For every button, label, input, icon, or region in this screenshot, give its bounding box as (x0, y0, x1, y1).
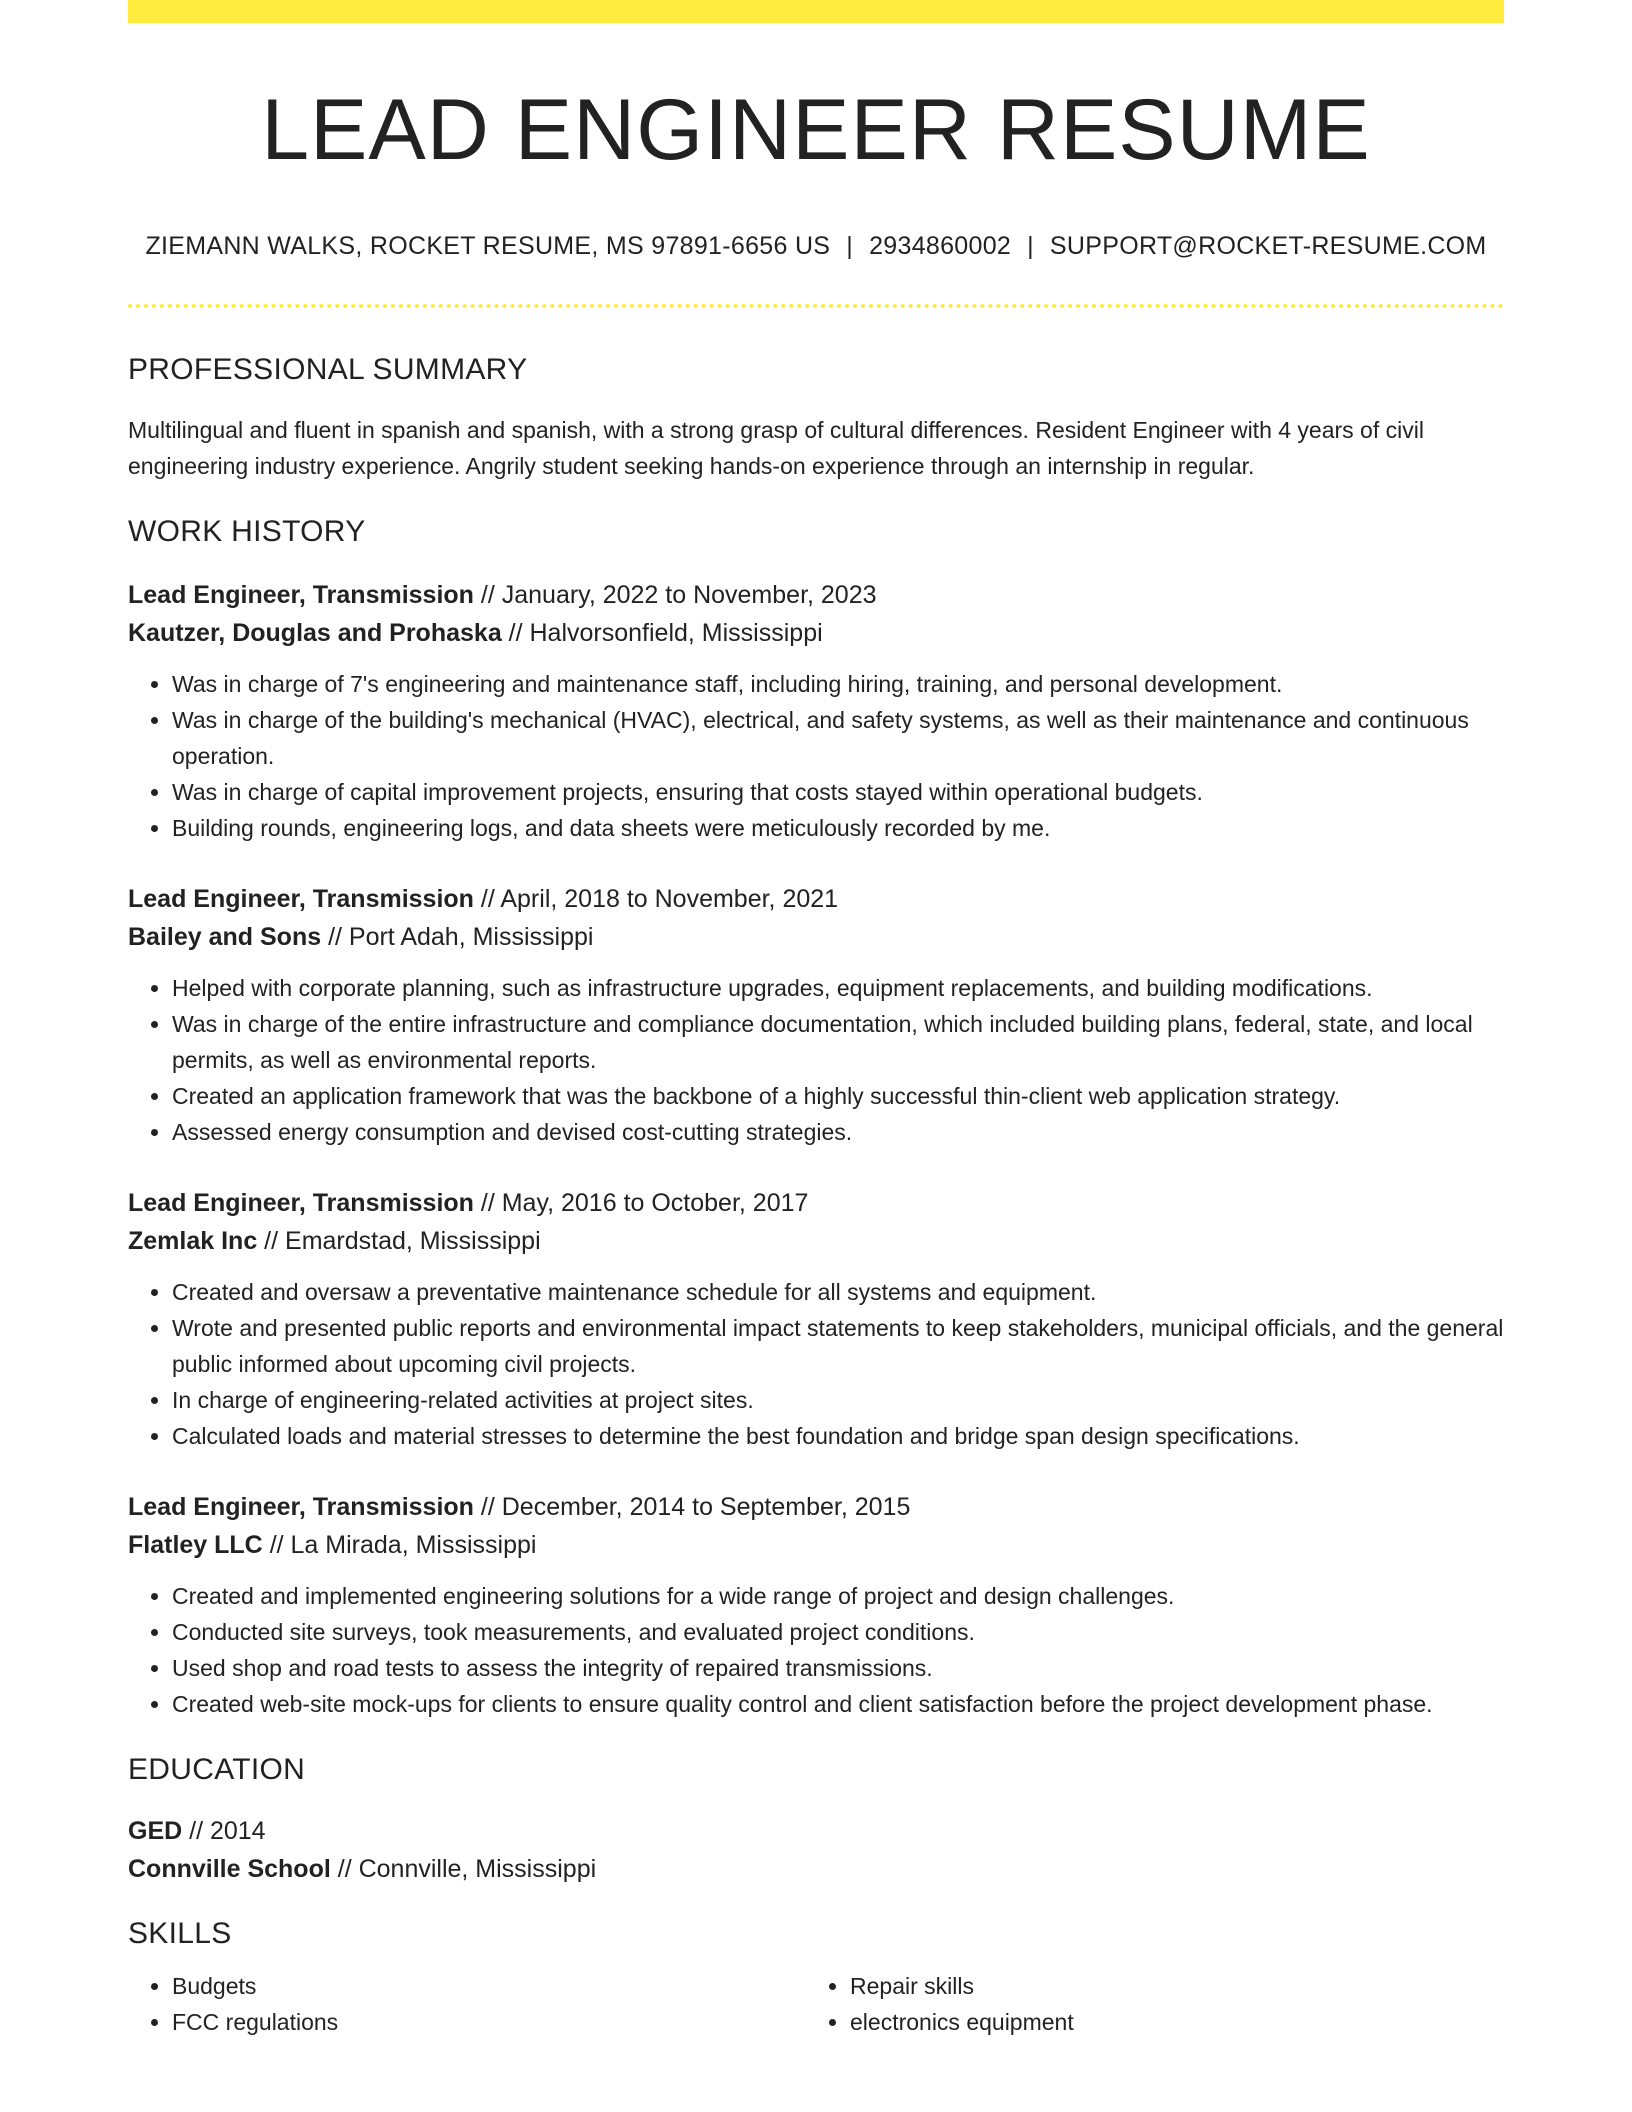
education-degree-line (128, 1812, 1504, 1850)
top-accent-bar (128, 0, 1504, 23)
education-location: // Connville, Mississippi (330, 1855, 597, 1884)
job-bullet: • Was in charge of the entire infrastructure and compliance documentation, which included building plans, federal, state, and local permits, as well as environmental reports. (172, 1006, 1504, 1078)
skills-columns (128, 1968, 1504, 2040)
job-role: Lead Engineer, Transmission (128, 1493, 474, 1522)
skills-list-left (128, 1968, 806, 2040)
job-location: // Emardstad, Mississippi (257, 1227, 541, 1256)
job-dates: // May, 2016 to October, 2017 (473, 1189, 809, 1218)
job-location: // Halvorsonfield, Mississippi (501, 619, 823, 648)
job-bullet: • Calculated loads and material stresses to determine the best foundation and bridge span design specifications. (172, 1418, 1504, 1454)
job-title-line (128, 1488, 1504, 1526)
job-role: Lead Engineer, Transmission (128, 885, 474, 914)
education-entry (128, 1812, 1504, 1888)
job-bullet: • Used shop and road tests to assess the integrity of repaired transmissions. (172, 1650, 1504, 1686)
job-bullet: • Created and implemented engineering solutions for a wide range of project and design challenges. (172, 1578, 1504, 1614)
job-title-line (128, 880, 1504, 918)
job-bullet: • Created and oversaw a preventative maintenance schedule for all systems and equipment. (172, 1274, 1504, 1310)
job-bullet: • Conducted site surveys, took measurements, and evaluated project conditions. (172, 1614, 1504, 1650)
skill-item: • Repair skills (850, 1968, 1484, 2004)
job-bullet: • Was in charge of 7's engineering and maintenance staff, including hiring, training, and personal development. (172, 666, 1504, 702)
job-location: // Port Adah, Mississippi (321, 923, 594, 952)
education-school-line (128, 1850, 1504, 1888)
contact-separator: | (1027, 231, 1034, 260)
job-company-line (128, 1526, 1504, 1564)
job-entry (128, 1184, 1504, 1454)
job-entry (128, 880, 1504, 1150)
education-school: Connville School (128, 1855, 331, 1884)
job-bullets (128, 970, 1504, 1150)
skill-item: • FCC regulations (172, 2004, 806, 2040)
dotted-divider (128, 304, 1504, 308)
skill-item: • electronics equipment (850, 2004, 1484, 2040)
contact-email: SUPPORT@ROCKET-RESUME.COM (1049, 231, 1487, 260)
job-company: Zemlak Inc (128, 1227, 258, 1256)
education-heading: EDUCATION (128, 1753, 306, 1787)
job-company-line (128, 1222, 1504, 1260)
job-role: Lead Engineer, Transmission (128, 581, 474, 610)
job-entry (128, 576, 1504, 846)
job-company-line (128, 918, 1504, 956)
job-role: Lead Engineer, Transmission (128, 1189, 474, 1218)
job-dates: // December, 2014 to September, 2015 (473, 1493, 911, 1522)
work-history-heading: WORK HISTORY (128, 515, 366, 549)
contact-line (128, 230, 1504, 263)
job-location: // La Mirada, Mississippi (262, 1531, 537, 1560)
job-company: Bailey and Sons (128, 923, 322, 952)
job-bullet: • Was in charge of capital improvement projects, ensuring that costs stayed within operational budgets. (172, 774, 1504, 810)
contact-separator: | (846, 231, 854, 260)
job-entry (128, 1488, 1504, 1722)
contact-phone: 2934860002 (869, 231, 1012, 260)
job-bullet: • In charge of engineering-related activities at project sites. (172, 1382, 1504, 1418)
resume-title: LEAD ENGINEER RESUME (261, 82, 1371, 178)
job-bullet: • Created web-site mock-ups for clients to ensure quality control and client satisfaction before the project development phase. (172, 1686, 1504, 1722)
job-bullet: • Assessed energy consumption and devised cost-cutting strategies. (172, 1114, 1504, 1150)
job-title-line (128, 576, 1504, 614)
job-dates: // April, 2018 to November, 2021 (473, 885, 839, 914)
job-bullet: • Created an application framework that was the backbone of a highly successful thin-client web application strategy. (172, 1078, 1504, 1114)
job-dates: // January, 2022 to November, 2023 (473, 581, 877, 610)
job-bullets (128, 1274, 1504, 1454)
resume-page (128, 0, 1504, 2040)
education-year: // 2014 (182, 1817, 266, 1846)
job-bullets (128, 1578, 1504, 1722)
job-company-line (128, 614, 1504, 652)
job-bullets (128, 666, 1504, 846)
job-bullet: • Wrote and presented public reports and environmental impact statements to keep stakeholders, municipal officials, and the general public informed about upcoming civil projects. (172, 1310, 1504, 1382)
skills-list-right (806, 1968, 1484, 2040)
education-degree: GED (128, 1817, 183, 1846)
summary-text: Multilingual and fluent in spanish and spanish, with a strong grasp of cultural differences. Resident Engineer with 4 years of civil engineering industry experience. Angrily student seeking hands-on experience through an internship in regular. (128, 417, 1424, 480)
job-bullet: • Was in charge of the building's mechanical (HVAC), electrical, and safety systems, as well as their maintenance and continuous operation. (172, 702, 1504, 774)
contact-address: ZIEMANN WALKS, ROCKET RESUME, MS 97891-6656 US (145, 231, 831, 260)
skill-item: • Budgets (172, 1968, 806, 2004)
job-company: Kautzer, Douglas and Prohaska (128, 619, 502, 648)
job-bullet: • Helped with corporate planning, such as infrastructure upgrades, equipment replacements, and building modifications. (172, 970, 1504, 1006)
job-company: Flatley LLC (128, 1531, 263, 1560)
job-bullet: • Building rounds, engineering logs, and data sheets were meticulously recorded by me. (172, 810, 1504, 846)
job-title-line (128, 1184, 1504, 1222)
skills-heading: SKILLS (128, 1917, 232, 1951)
summary-heading: PROFESSIONAL SUMMARY (128, 353, 528, 387)
